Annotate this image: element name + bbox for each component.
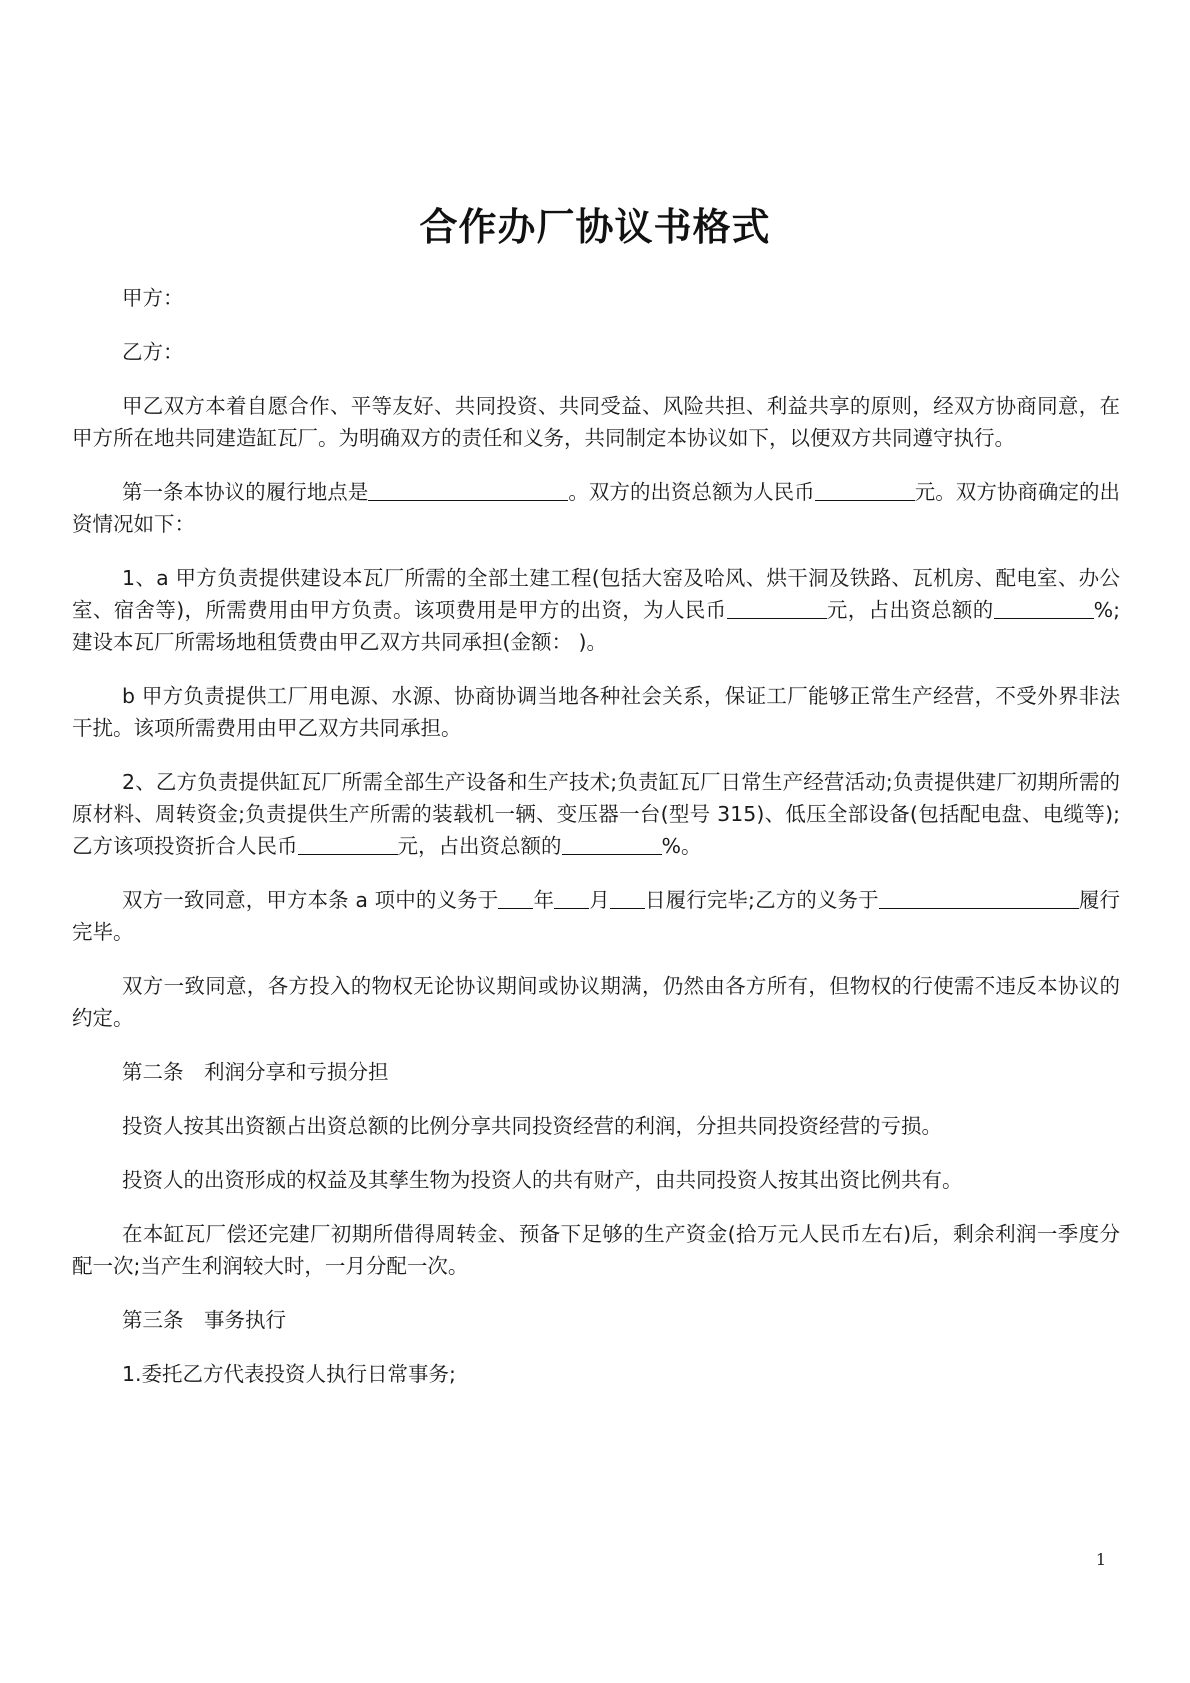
article-3-paragraph-1: 1.委托乙方代表投资人执行日常事务;: [122, 1362, 456, 1386]
party-b-deadline-blank: [879, 886, 1019, 909]
article-2-paragraph-2: 投资人的出资形成的权益及其孳生物为投资人的共有财产，由共同投资人按其出资比例共有。: [122, 1168, 963, 1192]
item-2-paragraph: 2、乙方负责提供缸瓦厂所需全部生产设备和生产技术;负责缸瓦厂日常生产经营活动;负责提供建厂初期所需的原材料、周转资金;负责提供生产所需的装载机一辆、变压器一台(型号 315)、低压全部设备(包括配电盘、电缆等);乙方该项投资折合人民币 元，占出资总额的 %。: [72, 770, 1120, 858]
party-b-amount-blank: [298, 832, 398, 855]
party-a-amount-blank: [727, 596, 827, 619]
page-number: 1: [1095, 1550, 1106, 1569]
total-investment-blank: [815, 478, 915, 501]
party-a-percent-blank: [994, 596, 1094, 619]
document-title: 合作办厂协议书格式: [419, 204, 771, 249]
item-1a-paragraph: 1、a 甲方负责提供建设本瓦厂所需的全部土建工程(包括大窑及哈风、烘干洞及铁路、瓦机房、配电室、办公室、宿舍等)，所需费用由甲方负责。该项费用是甲方的出资，为人民币 元，占出资总额的 %;建设本瓦厂所需场地租赁费由甲乙双方共同承担(金额： )。: [72, 566, 1121, 654]
document-body: [72, 282, 1120, 1412]
article-3-heading: 第三条 事务执行: [122, 1308, 286, 1332]
item-1b-paragraph: b 甲方负责提供工厂用电源、水源、协商协调当地各种社会关系，保证工厂能够正常生产经营，不受外界非法干扰。该项所需费用由甲乙双方共同承担。: [72, 684, 1120, 740]
article-2-paragraph-1: 投资人按其出资额占出资总额的比例分享共同投资经营的利润，分担共同投资经营的亏损。: [122, 1114, 942, 1138]
article-2-paragraph-3: 在本缸瓦厂偿还完建厂初期所借得周转金、预备下足够的生产资金(拾万元人民币左右)后，剩余利润一季度分配一次;当产生利润较大时，一月分配一次。: [72, 1222, 1120, 1278]
location-blank: [368, 478, 568, 501]
article-1-paragraph: 第一条本协议的履行地点是 。双方的出资总额为人民币 元。双方协商确定的出资情况如下：: [72, 480, 1121, 536]
party-a-line: 甲方：: [122, 286, 184, 310]
year-blank: [498, 886, 533, 909]
day-blank: [610, 886, 645, 909]
party-b-deadline-blank-cont: [1019, 886, 1079, 909]
article-2-heading: 第二条 利润分享和亏损分担: [122, 1060, 389, 1084]
agreement-1-paragraph: 双方一致同意，甲方本条 a 项中的义务于 年 月 日履行完毕;乙方的义务于 履行完毕。: [72, 888, 1121, 944]
party-b-percent-blank: [562, 832, 662, 855]
month-blank: [554, 886, 589, 909]
agreement-2-paragraph: 双方一致同意，各方投入的物权无论协议期间或协议期满，仍然由各方所有，但物权的行使需不违反本协议的约定。: [72, 974, 1120, 1030]
party-b-line: 乙方：: [122, 340, 184, 364]
intro-paragraph: 甲乙双方本着自愿合作、平等友好、共同投资、共同受益、风险共担、利益共享的原则，经双方协商同意，在甲方所在地共同建造缸瓦厂。为明确双方的责任和义务，共同制定本协议如下，以便双方共同遵守执行。: [72, 394, 1120, 450]
